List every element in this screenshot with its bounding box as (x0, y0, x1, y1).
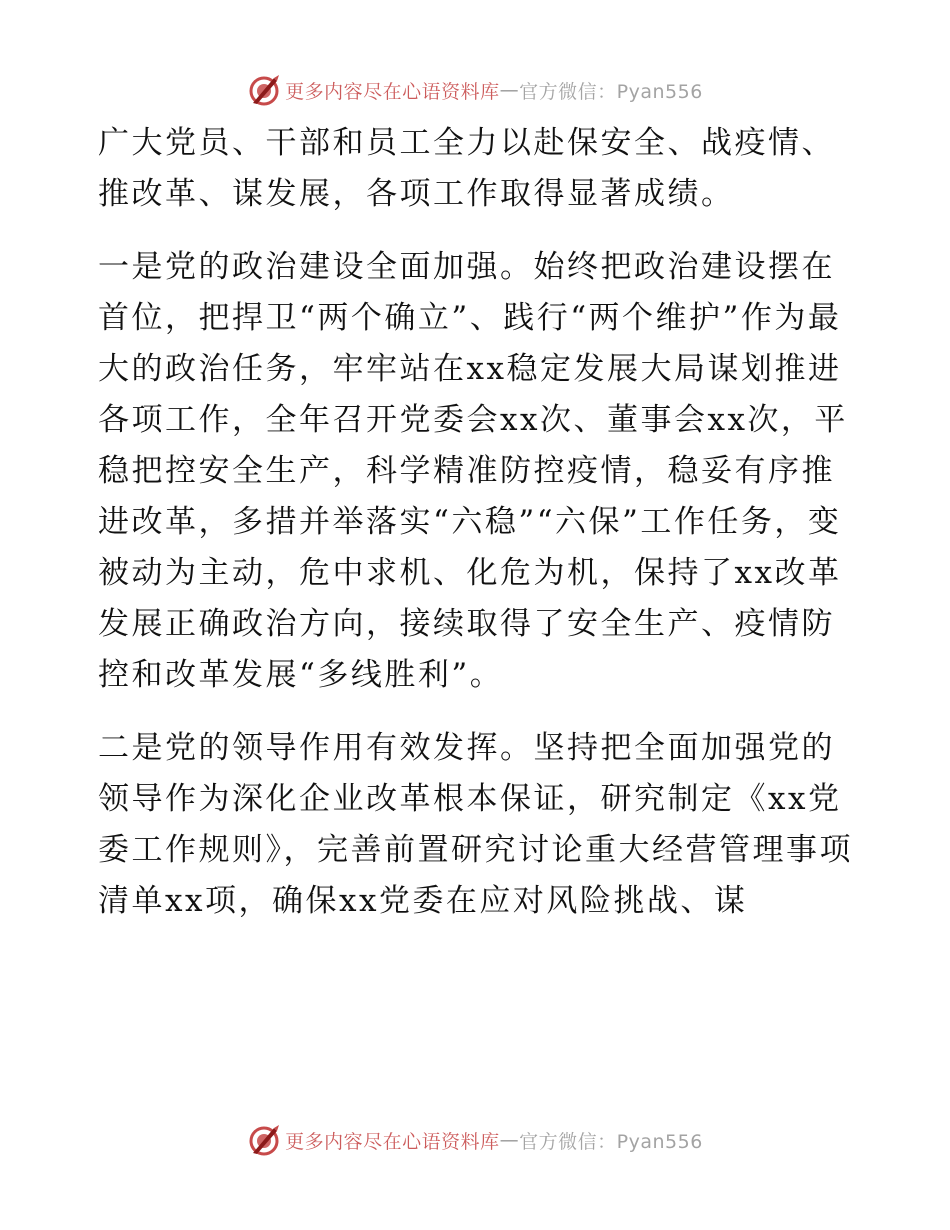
watermark-banner-bottom (0, 1120, 950, 1160)
paragraph-political-building: 一是党的政治建设全面加强。始终把政治建设摆在首位，把捍卫“两个确立”、践行“两个维护”作为最大的政治任务，牢牢站在xx稳定发展大局谋划推进各项工作，全年召开党委会xx次、董事会xx次，平稳把控安全生产，科学精准防控疫情，稳妥有序推进改革，多措并举落实“六稳”“六保”工作任务，变被动为主动，危中求机、化危为机，保持了xx改革发展正确政治方向，接续取得了安全生产、疫情防控和改革发展“多线胜利”。 (98, 249, 848, 693)
document-body (98, 118, 858, 927)
watermark-wechat-text: 官方微信：Pyan556 (519, 80, 703, 103)
paragraph-intro: 广大党员、干部和员工全力以赴保安全、战疫情、推改革、谋发展，各项工作取得显著成绩。 (98, 125, 835, 212)
watermark-site-text: 更多内容尽在心语资料库 (285, 80, 500, 103)
watermark-separator: — (499, 79, 520, 101)
watermark-wechat-text: 官方微信：Pyan556 (519, 1130, 703, 1153)
watermark-banner-top (0, 70, 950, 110)
watermark-separator: — (499, 1129, 520, 1151)
quill-pen-logo-icon (247, 73, 281, 107)
quill-pen-logo-icon (247, 1123, 281, 1157)
watermark-site-text: 更多内容尽在心语资料库 (285, 1130, 500, 1153)
paragraph-party-leadership: 二是党的领导作用有效发挥。坚持把全面加强党的领导作为深化企业改革根本保证，研究制定《xx党委工作规则》，完善前置研究讨论重大经营管理事项清单xx项，确保xx党委在应对风险挑战、谋 (98, 730, 853, 919)
